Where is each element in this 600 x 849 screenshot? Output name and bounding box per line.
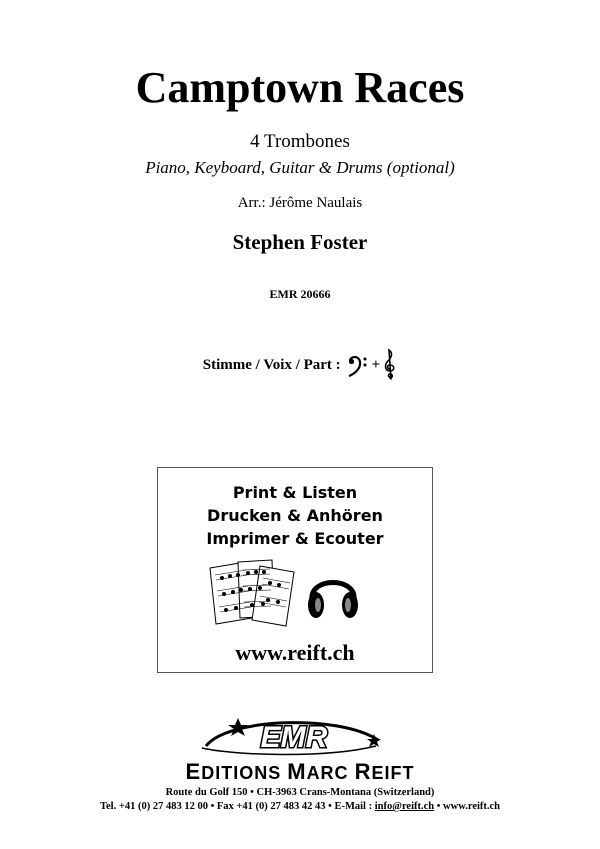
bass-clef-icon [347, 353, 369, 377]
logo-text: EMR [260, 721, 328, 754]
print-listen-box [157, 467, 433, 673]
publisher-address: Route du Golf 150 • CH-3963 Crans-Montana (Switzerland) [165, 787, 435, 798]
contact-web: • www.reift.ch [434, 801, 501, 812]
part-line [0, 348, 600, 382]
publisher-initial-m: M [287, 759, 307, 784]
score-subtitle: 4 Trombones [250, 131, 350, 152]
website-link[interactable]: www.reift.ch [235, 640, 355, 665]
treble-clef-icon [383, 348, 397, 382]
headphones-icon [304, 565, 362, 628]
score-title: Camptown Races [135, 63, 465, 112]
email-link[interactable]: info@reift.ch [374, 801, 435, 812]
promo-line-fr: Imprimer & Ecouter [206, 529, 384, 548]
emr-logo [198, 712, 388, 765]
publisher-name [0, 761, 600, 784]
publisher-contact [0, 800, 600, 814]
publisher-word-arc: ARC [306, 763, 355, 783]
promo-line-en: Print & Listen [232, 483, 358, 502]
clef-group [347, 348, 398, 382]
arranger: Arr.: Jérôme Naulais [237, 195, 363, 211]
contact-phone-fax: Tel. +41 (0) 27 483 12 00 • Fax +41 (0) 27 483 42 43 • E-Mail : [99, 801, 375, 812]
part-label: Stimme / Voix / Part : [202, 356, 341, 373]
composer: Stephen Foster [232, 230, 368, 254]
publisher-initial-r: R [354, 759, 372, 784]
publisher-initial-e: E [185, 759, 202, 784]
instrumentation: Piano, Keyboard, Guitar & Drums (optional) [145, 158, 455, 177]
promo-line-de: Drucken & Anhören [207, 506, 383, 525]
plus-sign: + [371, 356, 381, 373]
catalog-number: EMR 20666 [269, 287, 331, 301]
sheet-music-icon [208, 558, 300, 633]
publisher-word-ditions: DITIONS [201, 763, 288, 783]
publisher-word-eift: EIFT [371, 763, 415, 783]
